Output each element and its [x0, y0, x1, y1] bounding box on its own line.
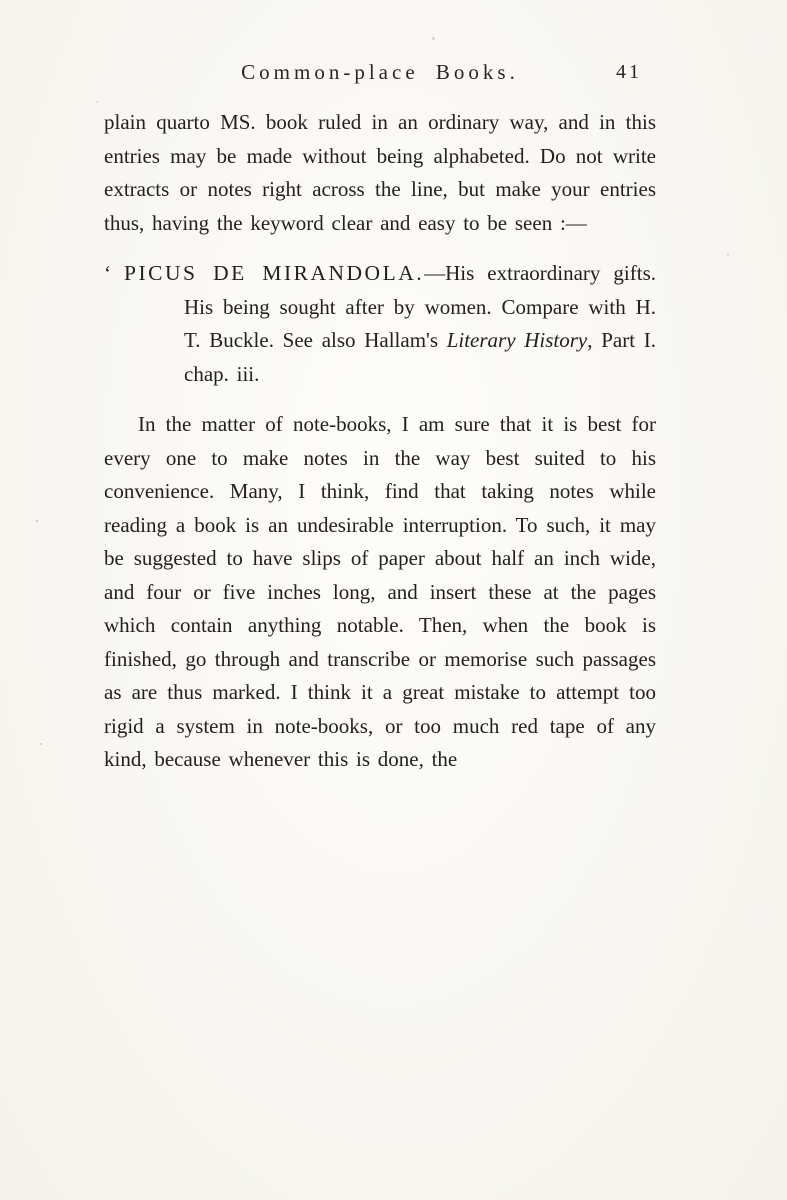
running-title: Common-place Books. — [241, 60, 519, 84]
scan-speck — [432, 37, 435, 40]
paragraph-notebooks: In the matter of note-books, I am sure that it is best for every one to make notes in the way best suited to his convenience. Many, I think, find that taking notes while reading a book is an undesirable interruption. To such, it may be suggested to have slips of paper about half an inch wide, and four or five inches long, and insert these at the pages which contain anything notable. Then, when the book is finished, go through and transcribe or memorise such passages as are thus marked. I think it a great mistake to attempt too rigid a system in note-books, or too much red tape of any kind, because whenever this is done, the — [104, 412, 656, 771]
scan-speck — [36, 520, 38, 522]
text-column — [104, 106, 656, 777]
page-number: 41 — [616, 61, 642, 83]
entry-text: His extraordinary gifts. His being sought after by women. Compare with H. T. Buckle. See also Hallam's — [184, 261, 656, 352]
entry-book-title-italic: Literary History — [446, 328, 588, 352]
entry-dash: — — [424, 261, 446, 285]
notebook-entry-example — [104, 257, 656, 391]
scan-speck — [40, 743, 42, 745]
scan-speck — [727, 253, 729, 256]
paragraph-continuation: plain quarto MS. book ruled in an ordinary way, and in this entries may be made without being alphabeted. Do not write extracts or notes right across the line, but make your entries thus, having the keyword clear and easy to be seen :— — [104, 110, 656, 235]
page-header — [104, 60, 656, 90]
entry-quote-mark: ‘ — [104, 261, 124, 285]
entry-keyword: PICUS DE MIRANDOLA. — [124, 261, 425, 285]
scan-speck — [96, 101, 98, 103]
entry-text-after: , Part I. chap. iii. — [184, 328, 656, 386]
